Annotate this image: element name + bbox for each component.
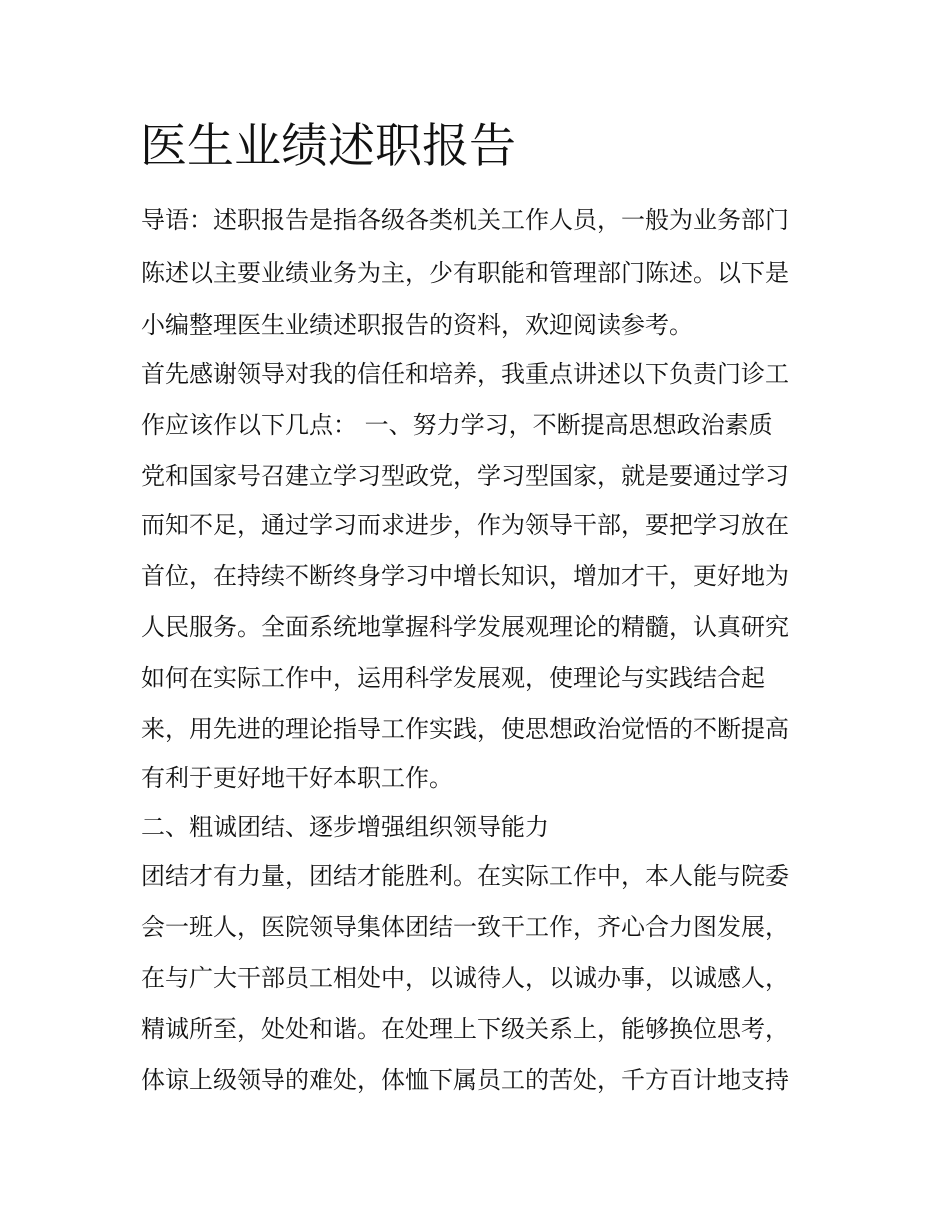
- paragraph-line: 团结才有力量，团结才能胜利。在实际工作中，本人能与院委: [141, 862, 789, 890]
- paragraph-line: 会一班人，医院领导集体团结一致干工作，齐心合力图发展，: [141, 913, 789, 941]
- paragraph-line: 陈述以主要业绩业务为主，少有职能和管理部门陈述。以下是: [141, 259, 789, 287]
- paragraph-line: 在与广大干部员工相处中，以诚待人，以诚办事，以诚感人，: [141, 964, 789, 992]
- paragraph-line: 作应该作以下几点： 一、努力学习，不断提高思想政治素质: [141, 411, 773, 439]
- paragraph-line: 小编整理医生业绩述职报告的资料，欢迎阅读参考。: [141, 311, 693, 339]
- paragraph-line: 体谅上级领导的难处，体恤下属员工的苦处，千方百计地支持: [141, 1066, 789, 1094]
- paragraph-line: 人民服务。全面系统地掌握科学发展观理论的精髓，认真研究: [141, 613, 789, 641]
- paragraph-line: 有利于更好地干好本职工作。: [141, 764, 453, 792]
- document-title: 医生业绩述职报告: [140, 119, 516, 174]
- paragraph-line: 首先感谢领导对我的信任和培养，我重点讲述以下负责门诊工: [141, 360, 789, 388]
- paragraph-line: 如何在实际工作中，运用科学发展观，使理论与实践结合起: [141, 664, 765, 692]
- paragraph-line: 而知不足，通过学习而求进步，作为领导干部，要把学习放在: [141, 511, 789, 539]
- paragraph-line: 党和国家号召建立学习型政党，学习型国家，就是要通过学习: [141, 462, 789, 490]
- paragraph-line: 来，用先进的理论指导工作实践，使思想政治觉悟的不断提高: [141, 715, 789, 743]
- paragraph-line: 精诚所至，处处和谐。在处理上下级关系上，能够换位思考，: [141, 1015, 789, 1043]
- paragraph-line: 首位，在持续不断终身学习中增长知识，增加才干，更好地为: [141, 562, 789, 590]
- paragraph-line: 导语：述职报告是指各级各类机关工作人员，一般为业务部门: [141, 206, 789, 234]
- section-heading: 二、粗诚团结、逐步增强组织领导能力: [141, 813, 549, 841]
